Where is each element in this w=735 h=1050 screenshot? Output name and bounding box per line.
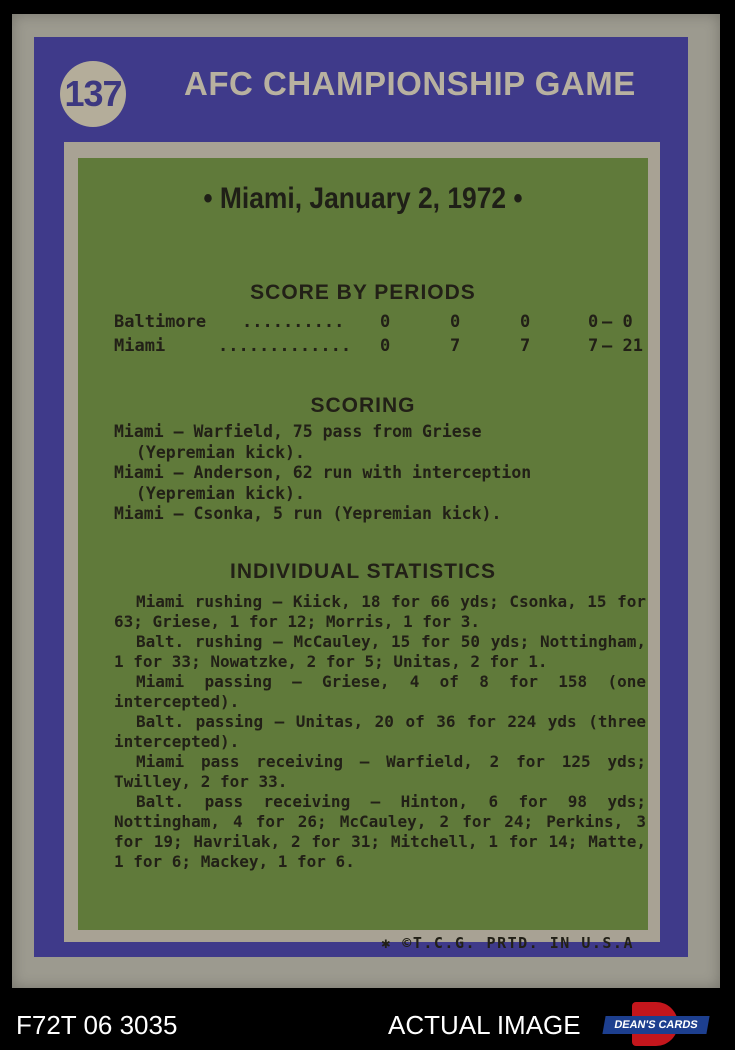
game-dateline: • Miami, January 2, 1972 • [203,182,523,215]
card-title: AFC CHAMPIONSHIP GAME [184,65,636,102]
q1-score: 0 [380,312,391,332]
logo-banner-text: DEAN'S CARDS [602,1016,709,1034]
q3-score: 0 [520,312,531,332]
score-section-title: SCORE BY PERIODS [250,281,476,304]
scoring-line: Miami — Csonka, 5 run (Yepremian kick). [114,504,502,523]
stats-paragraph: Miami passing — Griese, 4 of 8 for 158 (one intercepted). [114,672,646,711]
trading-card-back [12,14,720,988]
stats-paragraph: Balt. pass receiving — Hinton, 6 for 98 yds; Nottingham, 4 for 26; McCauley, 2 for 24; Perkins, 3 for 19; Havrilak, 2 for 31; Mitchell, 1 for 14; Matte, 1 for 6; Mackey, 1 for 6. [114,792,646,871]
scoring-summary [114,422,634,525]
actual-image-caption: ACTUAL IMAGE [388,1010,581,1040]
leader-dots: ............. [218,336,352,356]
team-name: Baltimore [114,312,207,332]
deans-cards-logo [604,1002,708,1046]
q4-score: 7 [588,336,599,356]
score-table [114,312,643,360]
scoring-line: Miami — Anderson, 62 run with interception [114,463,532,482]
total-score: — 21 [602,336,643,356]
q3-score: 7 [520,336,531,356]
card-number-badge: 137 [60,61,126,127]
copyright-line: ✱ ©T.C.G. PRTD. IN U.S.A [381,934,634,952]
q1-score: 0 [380,336,391,356]
inventory-code: F72T 06 3035 [16,1010,178,1040]
scoring-line: (Yepremian kick). [136,442,305,462]
scoring-line: Miami — Warfield, 75 pass from Griese [114,422,482,441]
stats-paragraph: Balt. rushing — McCauley, 15 for 50 yds; Nottingham, 1 for 33; Nowatzke, 2 for 5; Unitas, 2 for 1. [114,632,646,671]
q4-score: 0 [588,312,599,332]
stats-section-title: INDIVIDUAL STATISTICS [229,560,496,583]
q2-score: 0 [450,312,461,332]
q2-score: 7 [450,336,461,356]
leader-dots: .......... [242,312,345,332]
stats-paragraph: Miami rushing — Kiick, 18 for 66 yds; Csonka, 15 for 63; Griese, 1 for 12; Morris, 1 for 3. [114,592,646,631]
scoring-section-title: SCORING [310,394,416,417]
scoring-line: (Yepremian kick). [136,483,305,503]
stats-paragraph: Miami pass receiving — Warfield, 2 for 125 yds; Twilley, 2 for 33. [114,752,646,791]
card-header [34,37,688,142]
blue-border-frame [34,37,688,957]
stats-paragraph: Balt. passing — Unitas, 20 of 36 for 224 yds (three intercepted). [114,712,646,751]
stats-panel [78,158,648,952]
individual-statistics [114,592,646,872]
team-name: Miami [114,336,166,356]
score-row-miami [114,336,643,360]
total-score: — 0 [602,312,633,332]
score-row-baltimore [114,312,633,336]
